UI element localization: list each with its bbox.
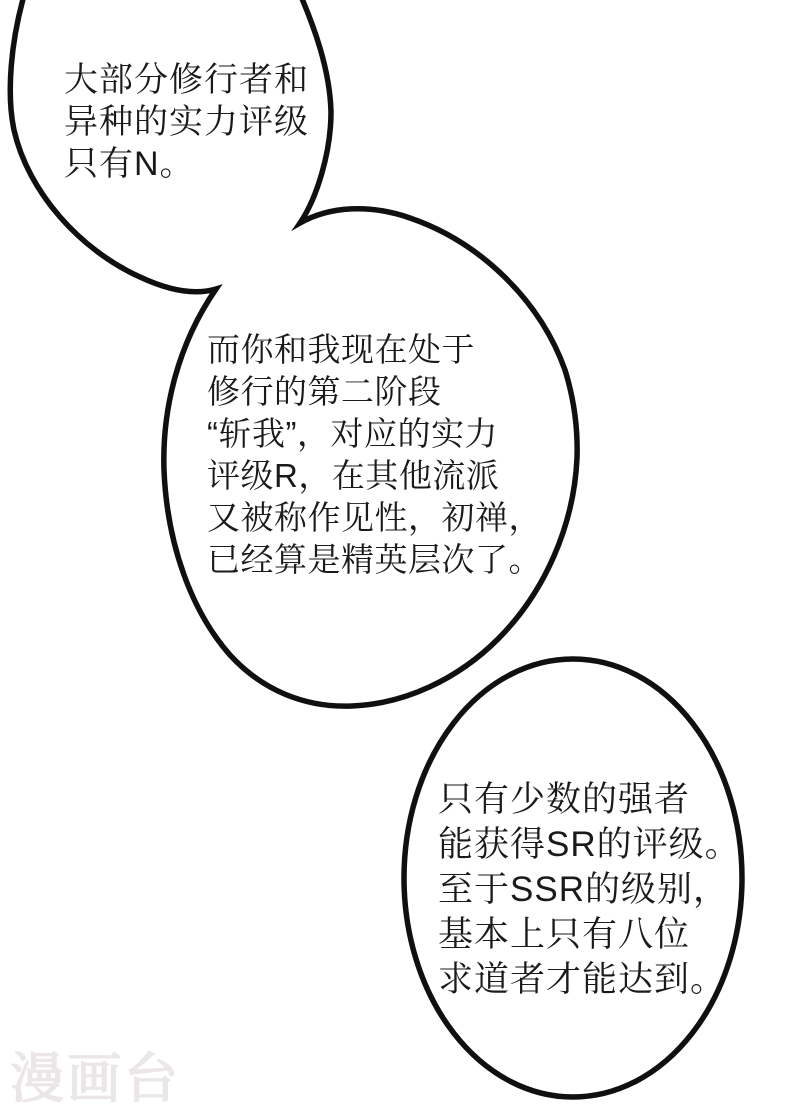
bubble-1-line-3: 只有N。 [64,145,195,183]
bubble-2-line-5: 又被称作见性，初禅， [207,499,542,536]
bubble-2-line-6: 已经算是精英层次了。 [207,541,542,578]
bubble-1-line-2: 异种的实力评级 [64,103,309,141]
bubble-2-line-3: “斩我”，对应的实力 [207,415,498,452]
bubble-3-line-2: 能获得SR的评级。 [438,825,741,864]
bubble-1-line-1: 大部分修行者和 [64,61,309,99]
bubble-2-line-4: 评级R，在其他流派 [207,457,500,494]
watermark-manhuatai: 漫画台 [10,1049,181,1109]
bubble-3-line-4: 基本上只有八位 [438,915,691,954]
bubble-3-text [438,777,741,1002]
bubble-2-line-1: 而你和我现在处于 [207,331,475,368]
bubble-3-line-3: 至于SSR的级别， [438,870,729,909]
bubble-2-line-2: 修行的第二阶段 [207,373,442,410]
bubble-2-text [207,329,542,581]
bubble-1-text [64,59,309,185]
bubble-3-line-5: 求道者才能达到。 [438,960,727,999]
bubble-3-line-1: 只有少数的强者 [438,780,691,819]
